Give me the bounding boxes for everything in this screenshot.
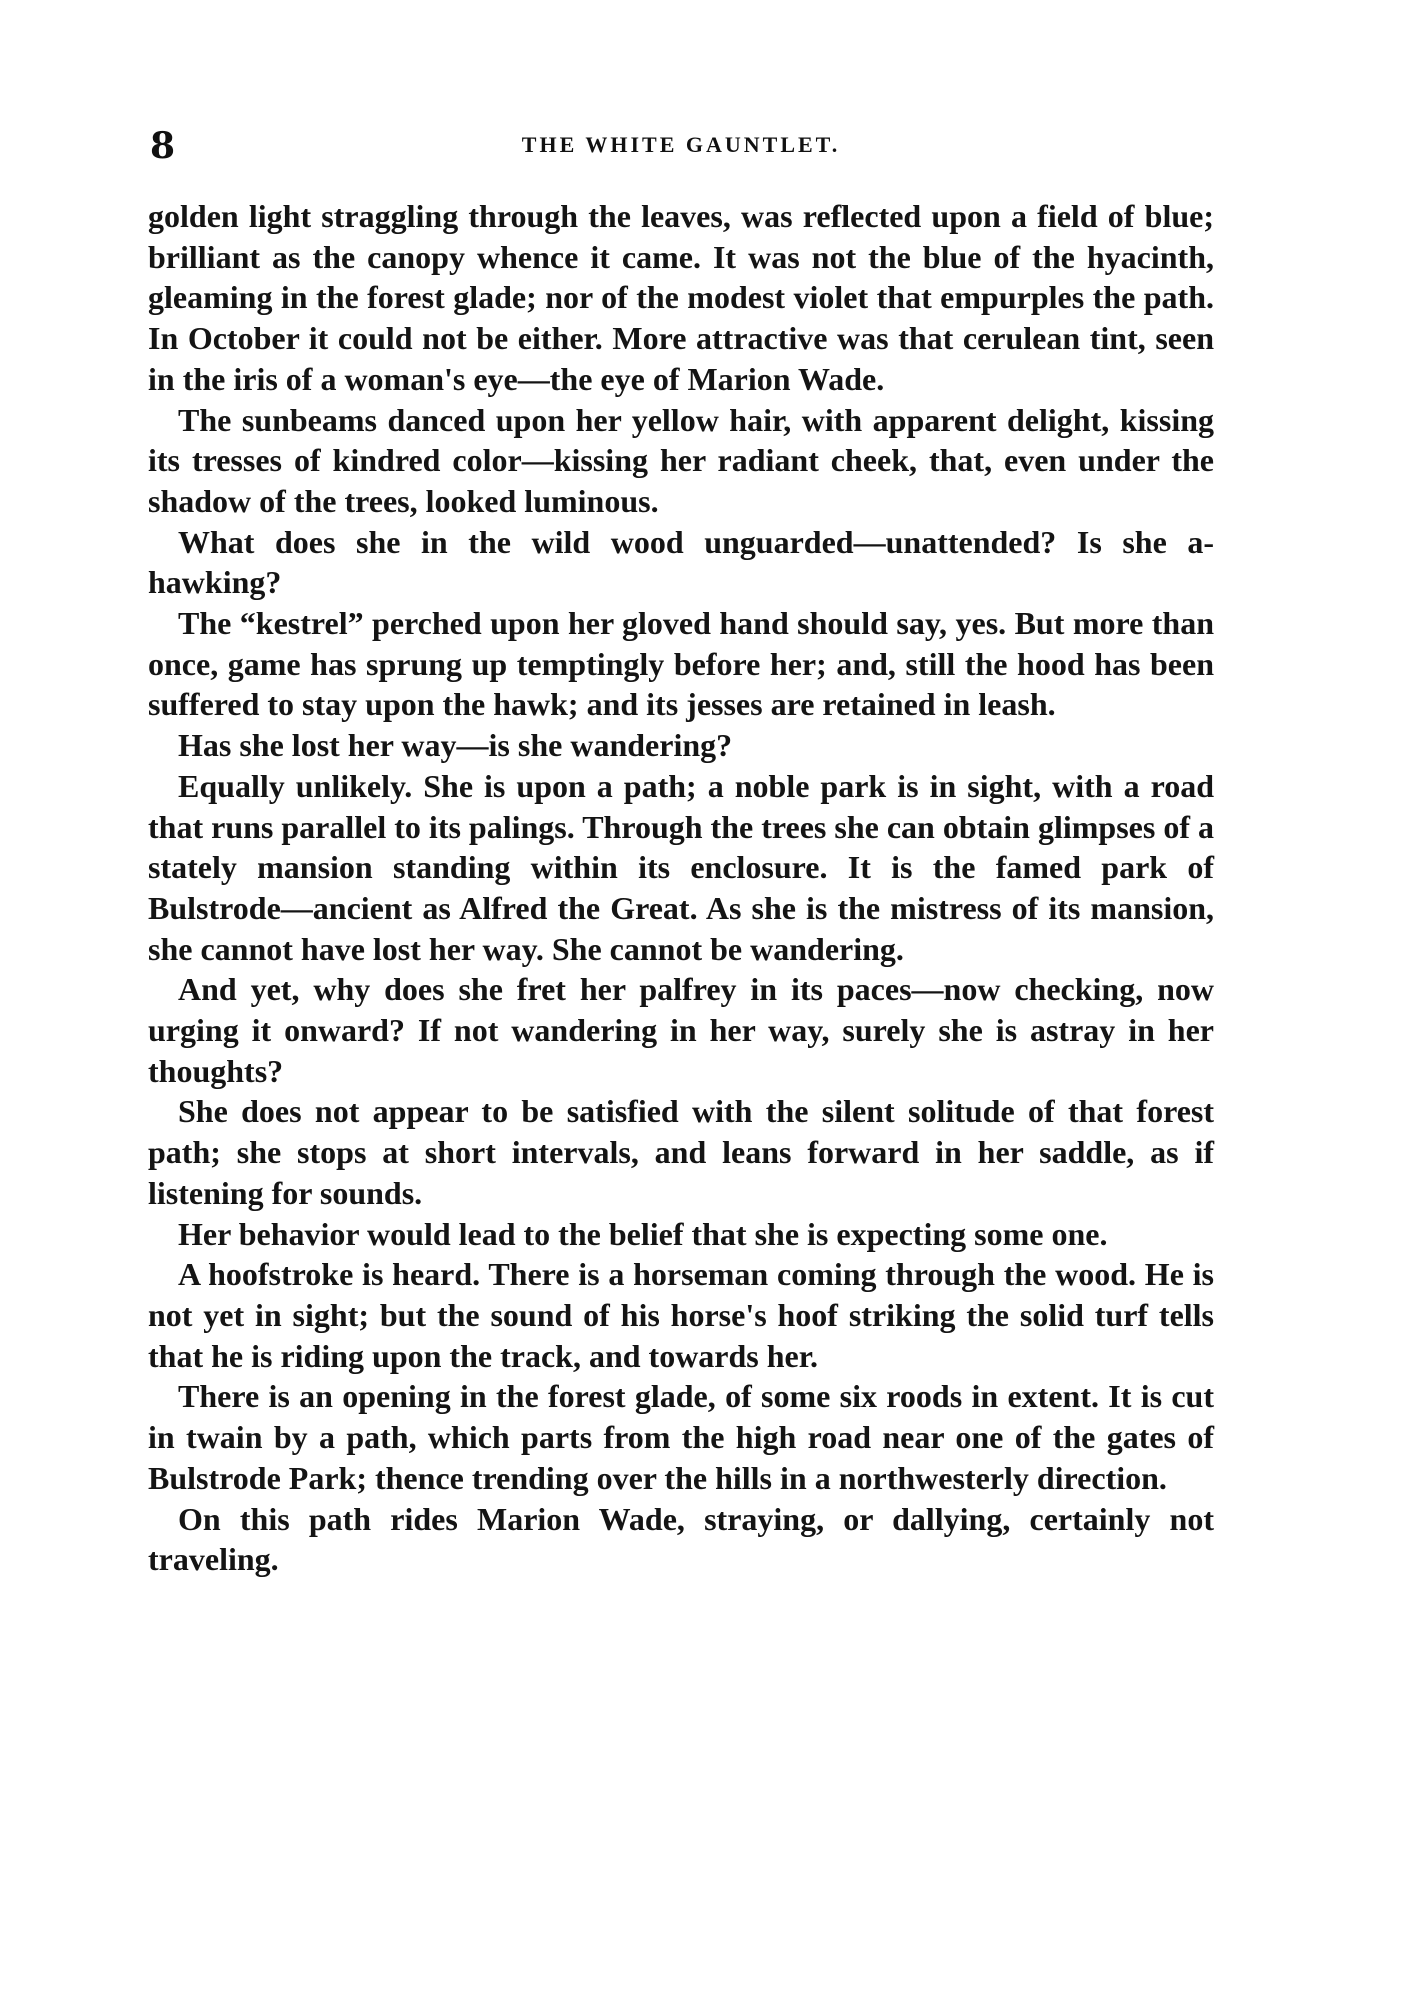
page-number: 8 bbox=[150, 125, 176, 167]
paragraph: What does she in the wild wood unguarded—unattended? Is she a-hawking? bbox=[148, 523, 1214, 601]
running-title: THE WHITE GAUNTLET. bbox=[521, 132, 841, 157]
paragraph: Her behavior would lead to the belief that she is expecting some one. bbox=[178, 1215, 1108, 1252]
paragraph: There is an opening in the forest glade, of some six roods in extent. It is cut in twain by a path, which parts from the high road near one of the gates of Bulstrode Park; thence trending over the hills in a northwesterly direction. bbox=[148, 1378, 1214, 1496]
page-header bbox=[150, 126, 1212, 166]
paragraph: The “kestrel” perched upon her gloved hand should say, yes. But more than once, game has sprung up temptingly before her; and, still the hood has been suffered to stay upon the hawk; and its jesses are retained in leash. bbox=[148, 605, 1214, 723]
paragraph: Has she lost her way—is she wandering? bbox=[178, 727, 733, 764]
paragraph: The sunbeams danced upon her yellow hair, with apparent delight, kissing its tresses of kindred color—kissing her radiant cheek, that, even under the shadow of the trees, looked luminous. bbox=[148, 401, 1214, 519]
paragraph: Equally unlikely. She is upon a path; a noble park is in sight, with a road that runs parallel to its palings. Through the trees she can obtain glimpses of a stately mansion standing within its enclosure. It is the famed park of Bulstrode—ancient as Alfred the Great. As she is the mistress of its mansion, she cannot have lost her way. She cannot be wandering. bbox=[148, 767, 1214, 967]
paragraph: A hoofstroke is heard. There is a horseman coming through the wood. He is not yet in sight; but the sound of his horse's hoof striking the solid turf tells that he is riding upon the track, and towards her. bbox=[148, 1256, 1214, 1374]
paragraph: golden light straggling through the leaves, was reflected upon a field of blue; brilliant as the canopy whence it came. It was not the blue of the hyacinth, gleaming in the forest glade; nor of the modest violet that empurples the path. In October it could not be either. More attractive was that cerulean tint, seen in the iris of a woman's eye—the eye of Marion Wade. bbox=[148, 198, 1214, 397]
paragraph: And yet, why does she fret her palfrey in its paces—now checking, now urging it onward? If not wandering in her way, surely she is astray in her thoughts? bbox=[148, 971, 1214, 1089]
paragraph: On this path rides Marion Wade, straying, or dallying, certainly not traveling. bbox=[148, 1500, 1214, 1578]
paragraph: She does not appear to be satisfied with the silent solitude of that forest path; she stops at short intervals, and leans forward in her saddle, as if listening for sounds. bbox=[148, 1093, 1214, 1211]
page-body bbox=[148, 196, 1214, 1580]
